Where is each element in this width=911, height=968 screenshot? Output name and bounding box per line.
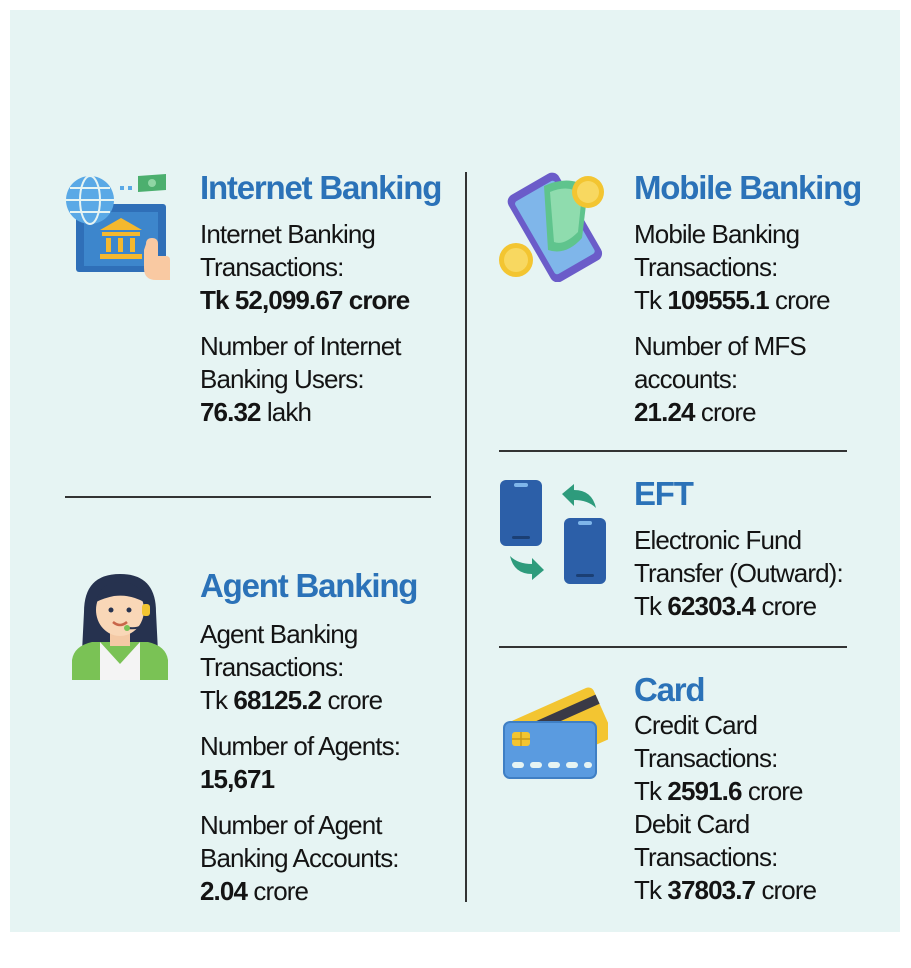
agent-accounts-label-2: Banking Accounts: [200, 843, 399, 873]
agent-transactions-line [200, 684, 400, 717]
mobile-accounts-value: 21.24 [634, 397, 695, 427]
agent-accounts-block [200, 809, 400, 908]
credit-card-value: 2591.6 [667, 776, 742, 806]
agent-banking-title: Agent Banking [200, 567, 418, 604]
card-title: Card [634, 671, 705, 708]
mobile-accounts-line [634, 396, 830, 429]
credit-card-block [634, 709, 816, 808]
agent-accounts-unit: crore [253, 876, 309, 906]
agent-banking-details [200, 618, 400, 921]
agent-transactions-unit: crore [327, 685, 383, 715]
debit-card-unit: crore [761, 875, 817, 905]
debit-card-prefix: Tk [634, 875, 662, 905]
credit-card-label-2: Transactions: [634, 743, 778, 773]
phone-money-icon [496, 170, 610, 282]
agents-count-value: 15,671 [200, 764, 275, 794]
agent-accounts-label-1: Number of Agent [200, 810, 382, 840]
mobile-banking-title: Mobile Banking [634, 169, 862, 206]
agent-transactions-block [200, 618, 400, 717]
debit-card-block [634, 808, 816, 907]
debit-card-value: 37803.7 [667, 875, 756, 905]
agent-headset-icon [70, 572, 170, 680]
eft-prefix: Tk [634, 591, 662, 621]
mobile-transactions-label-2: Transactions: [634, 252, 778, 282]
eft-value-line [634, 590, 843, 623]
card-details [634, 709, 816, 907]
phone-transfer-icon [498, 478, 608, 588]
internet-transactions-value: Tk 52,099.67 crore [200, 285, 410, 315]
credit-card-label-1: Credit Card [634, 710, 758, 740]
internet-transactions-label-1: Internet Banking [200, 219, 375, 249]
debit-card-label-2: Transactions: [634, 842, 778, 872]
eft-details [634, 524, 843, 623]
internet-banking-title: Internet Banking [200, 169, 442, 206]
divider-eft-card [499, 646, 847, 648]
internet-users-label-2: Banking Users: [200, 364, 364, 394]
internet-transactions-label-2: Transactions: [200, 252, 344, 282]
agent-transactions-label-1: Agent Banking [200, 619, 358, 649]
internet-users-block [200, 330, 409, 429]
internet-transactions-block [200, 218, 409, 317]
agent-accounts-line [200, 875, 400, 908]
eft-title: EFT [634, 475, 693, 512]
mobile-accounts-label-1: Number of MFS [634, 331, 806, 361]
eft-value: 62303.4 [667, 591, 756, 621]
eft-block [634, 524, 843, 623]
eft-label-1: Electronic Fund [634, 525, 802, 555]
mobile-banking-details [634, 218, 830, 442]
agent-accounts-value: 2.04 [200, 876, 248, 906]
internet-users-label-1: Number of Internet [200, 331, 401, 361]
eft-label-2: Transfer (Outward): [634, 558, 843, 588]
agent-transactions-label-2: Transactions: [200, 652, 344, 682]
mobile-accounts-unit: crore [700, 397, 756, 427]
vertical-divider [465, 172, 467, 902]
agent-transactions-prefix: Tk [200, 685, 228, 715]
eft-unit: crore [761, 591, 817, 621]
internet-users-value: 76.32 [200, 397, 261, 427]
mobile-transactions-value: 109555.1 [667, 285, 769, 315]
divider-internet-agent [65, 496, 431, 498]
internet-users-unit: lakh [266, 397, 312, 427]
mobile-transactions-block [634, 218, 830, 317]
agents-count-block [200, 730, 400, 796]
credit-card-prefix: Tk [634, 776, 662, 806]
mobile-transactions-line [634, 284, 830, 317]
agents-count-label: Number of Agents: [200, 731, 401, 761]
mobile-accounts-block [634, 330, 830, 429]
credit-card-unit: crore [747, 776, 803, 806]
mobile-accounts-label-2: accounts: [634, 364, 738, 394]
mobile-transactions-unit: crore [775, 285, 830, 315]
bank-browser-icon [62, 172, 174, 282]
mobile-transactions-label-1: Mobile Banking [634, 219, 800, 249]
mobile-transactions-prefix: Tk [634, 285, 662, 315]
debit-card-line [634, 874, 816, 907]
internet-banking-details [200, 218, 409, 442]
agent-transactions-value: 68125.2 [233, 685, 322, 715]
credit-card-line [634, 775, 816, 808]
internet-users-line [200, 396, 409, 429]
divider-mobile-eft [499, 450, 847, 452]
credit-card-icon [500, 678, 608, 782]
debit-card-label-1: Debit Card [634, 809, 750, 839]
